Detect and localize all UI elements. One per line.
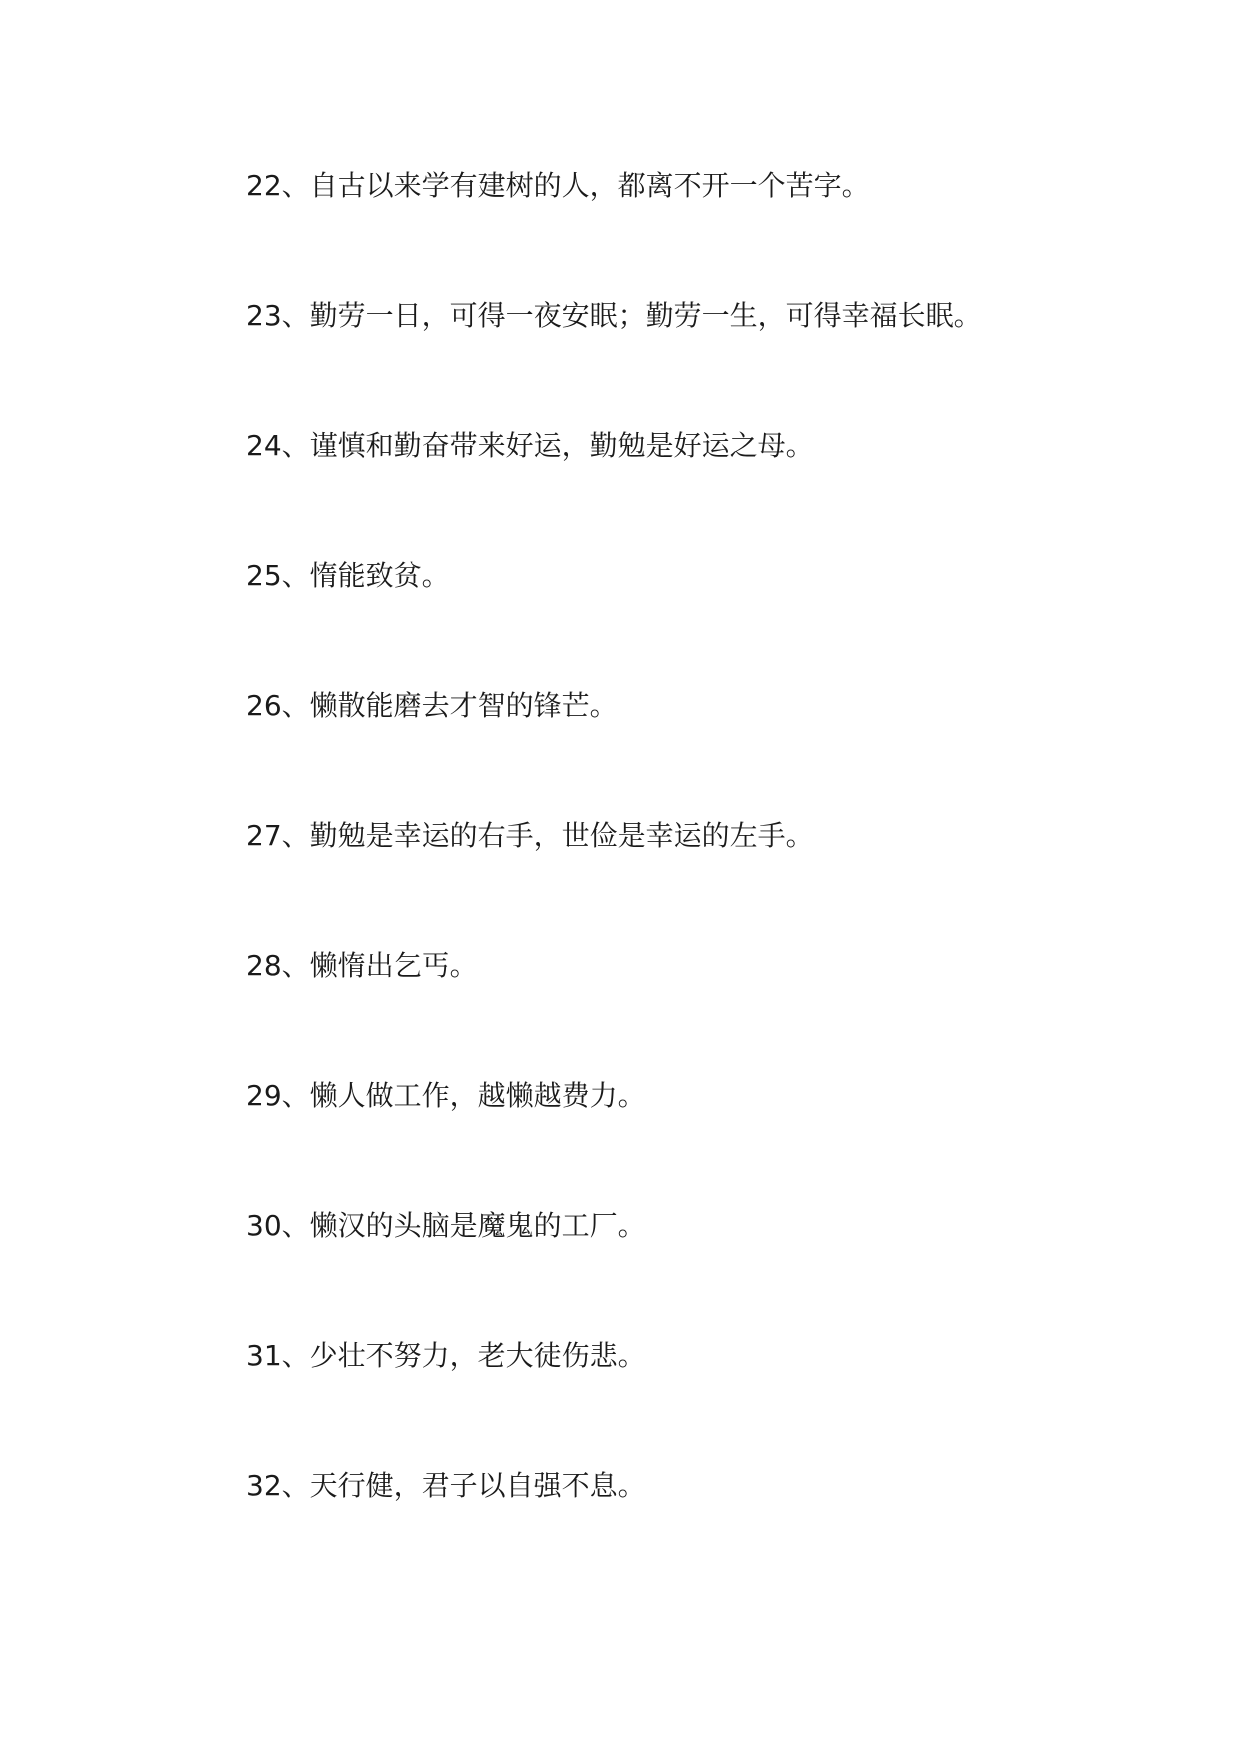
proverb-line: 31、少壮不努力，老大徒伤悲。 xyxy=(246,1339,646,1372)
proverb-line: 27、勤勉是幸运的右手，世俭是幸运的左手。 xyxy=(246,819,814,852)
proverb-line: 30、懒汉的头脑是魔鬼的工厂。 xyxy=(246,1209,646,1242)
proverb-line: 24、谨慎和勤奋带来好运，勤勉是好运之母。 xyxy=(246,429,814,462)
proverb-line: 26、懒散能磨去才智的锋芒。 xyxy=(246,689,618,722)
proverb-line: 29、懒人做工作，越懒越费力。 xyxy=(246,1079,646,1112)
proverb-line: 22、自古以来学有建树的人，都离不开一个苦字。 xyxy=(246,169,870,202)
proverb-line: 32、天行健，君子以自强不息。 xyxy=(246,1469,646,1502)
proverb-line: 23、勤劳一日，可得一夜安眠；勤劳一生，可得幸福长眠。 xyxy=(246,299,982,332)
proverb-line: 28、懒惰出乞丐。 xyxy=(246,949,478,982)
proverb-line: 25、惰能致贫。 xyxy=(246,559,450,592)
